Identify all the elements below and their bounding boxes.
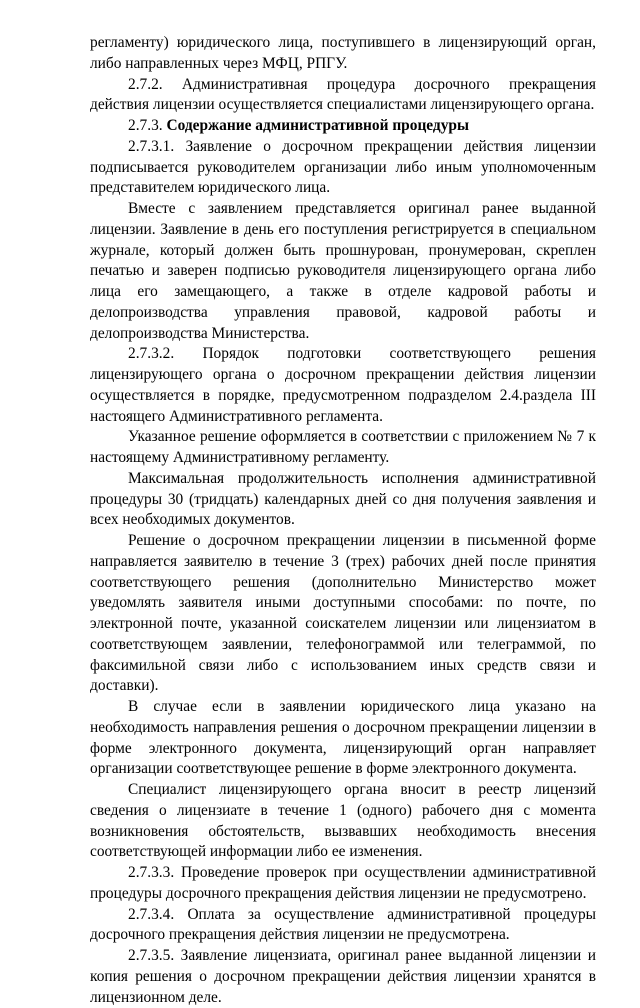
document-page xyxy=(90,33,596,1008)
paragraph-2-7-3-2: 2.7.3.2. Порядок подготовки соответствующего решения лицензирующего органа о досрочном прекращении действия лицензии осуществляется в порядке, предусмотренном подразделом 2.4.раздела III настоящего Административного регламента. xyxy=(90,345,596,425)
paragraph-electronic-decision: В случае если в заявлении юридического лица указано на необходимость направления решения о досрочном прекращении лицензии в форме электронного документа, лицензирующий орган направляет организации соответствующее решение в форме электронного документа. xyxy=(90,698,596,778)
section-heading-number: 2.7.3. xyxy=(128,117,167,134)
paragraph-2-7-2: 2.7.2. Административная процедура досрочного прекращения действия лицензии осуществляется специалистами лицензирующего органа. xyxy=(90,75,596,114)
paragraph-2-7-3-1: 2.7.3.1. Заявление о досрочном прекращении действия лицензии подписывается руководителем организации либо иным уполномоченным представителем юридического лица. xyxy=(90,137,596,197)
paragraph-2-7-3-4: 2.7.3.4. Оплата за осуществление административной процедуры досрочного прекращения действия лицензии не предусмотрена. xyxy=(90,905,596,944)
section-heading-title: Содержание административной процедуры xyxy=(166,117,469,134)
paragraph-appendix-7: Указанное решение оформляется в соответствии с приложением № 7 к настоящему Административному регламенту. xyxy=(90,428,596,466)
paragraph-2-7-3-3: 2.7.3.3. Проведение проверок при осуществлении административной процедуры досрочного прекращения действия лицензии не предусмотрено. xyxy=(90,864,596,902)
paragraph-registry-entry: Специалист лицензирующего органа вносит в реестр лицензий сведения о лицензиате в течение 1 (одного) рабочего дня с момента возникновения обстоятельств, вызвавших необходимость внесения соответствующей информации либо ее изменения. xyxy=(90,781,596,861)
paragraph-original-license: Вместе с заявлением представляется оригинал ранее выданной лицензии. Заявление в день его поступления регистрируется в специальном журнале, который должен быть прошнурован, пронумерован, скреплен печатью и заверен подписью руководителя лицензирующего органа либо лица его замещающего, а также в отделе кадровой работы и делопроизводства управления правовой, кадровой работы и делопроизводства Министерства. xyxy=(90,200,596,342)
paragraph-2-7-3-5: 2.7.3.5. Заявление лицензиата, оригинал ранее выданной лицензии и копия решения о досрочном прекращении действия лицензии хранятся в лицензионном деле. xyxy=(90,947,596,1006)
paragraph-written-decision: Решение о досрочном прекращении лицензии в письменной форме направляется заявителю в течение 3 (трех) рабочих дней после принятия соответствующего решения (дополнительно Министерство может уведомлять заявителя иными доступными способами: по почте, по электронной почте, указанной соискателем лицензии или лицензиатом в соответствующем заявлении, телефонограммой или телеграммой, по факсимильной связи либо с использованием иных средств связи и доставки). xyxy=(90,532,596,695)
section-heading-2-7-3 xyxy=(90,116,596,137)
paragraph-max-duration: Максимальная продолжительность исполнения административной процедуры 30 (тридцать) календарных дней со дня получения заявления и всех необходимых документов. xyxy=(90,469,596,529)
paragraph-regulation-continuation: регламенту) юридического лица, поступившего в лицензирующий орган, либо направленных через МФЦ, РПГУ. xyxy=(90,34,596,72)
